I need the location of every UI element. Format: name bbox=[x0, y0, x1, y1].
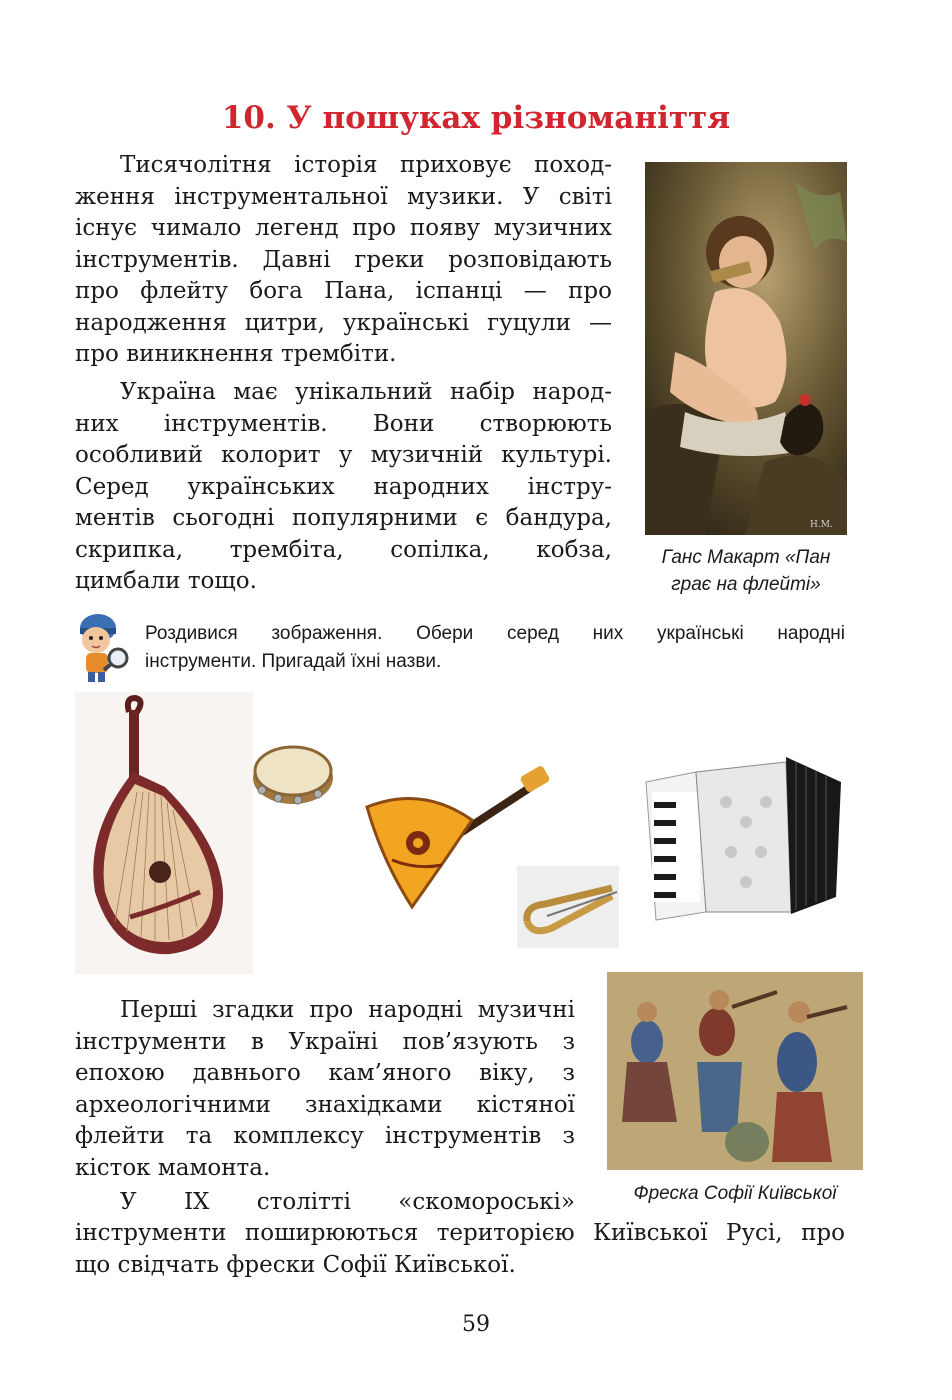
text-line: археологічними знахідками кістяної bbox=[75, 1091, 575, 1118]
paragraph-2 bbox=[75, 377, 612, 598]
text-line: особливий колорит у музичній культурі. bbox=[75, 442, 612, 468]
text-line: існує чимало легенд про появу музичних bbox=[75, 215, 612, 241]
text-line: Україна має унікальний набір народ- bbox=[120, 379, 612, 405]
text-line: Тисячолітня історія приховує поход- bbox=[120, 152, 612, 178]
text-line: них інструментів. Вони створюють bbox=[75, 410, 612, 437]
text-line: ментів сьогодні популярними є бандура, bbox=[75, 505, 612, 531]
caption-line: грає на флейті» bbox=[671, 574, 821, 595]
painting-caption bbox=[632, 544, 860, 598]
text-line: інструменти в Україні пов’язують з bbox=[75, 1028, 575, 1055]
text-line: скрипка, трембіта, сопілка, кобза, bbox=[75, 536, 612, 563]
pan-painting bbox=[645, 162, 847, 535]
text-line: Серед українських народних інстру- bbox=[75, 473, 612, 500]
text-line: флейти та комплексу інструментів з bbox=[75, 1123, 575, 1149]
task-line: Роздивися зображення. Обери серед них українські народні bbox=[145, 623, 845, 644]
text-line: У IX столітті «скоморoські» bbox=[120, 1189, 575, 1215]
paragraph-3 bbox=[75, 995, 575, 1184]
caption-line: Ганс Макарт «Пан bbox=[661, 547, 831, 568]
page-number: 59 bbox=[462, 1312, 490, 1337]
page-title: 10. У пошуках різноманіття bbox=[221, 100, 731, 136]
fresco bbox=[607, 972, 863, 1170]
fresco-caption: Фреска Софії Київської bbox=[633, 1183, 837, 1204]
text-line: про виникнення трембіти. bbox=[75, 341, 397, 367]
text-line: кісток мамонта. bbox=[75, 1154, 271, 1181]
accordion bbox=[636, 742, 844, 922]
jaw-harp bbox=[517, 866, 619, 948]
boy-with-magnifier-icon bbox=[70, 608, 130, 686]
tambourine bbox=[248, 738, 338, 808]
paragraph-4 bbox=[75, 1187, 575, 1219]
paragraph-4-cont bbox=[75, 1218, 845, 1281]
paragraph-1 bbox=[75, 150, 612, 371]
text-line: цимбали тощо. bbox=[75, 568, 257, 594]
text-line: Перші згадки про народні музичні bbox=[120, 997, 575, 1023]
task-instructions bbox=[145, 620, 845, 676]
bandura bbox=[75, 692, 253, 974]
text-line: народження цитри, українські гуцули — bbox=[75, 309, 612, 336]
text-line: інструменти поширюються територією Київської Русі, про bbox=[75, 1220, 845, 1246]
text-line: про флейту бога Пана, іспанці — про bbox=[75, 278, 612, 304]
text-line: що свідчать фрески Софії Київської. bbox=[75, 1251, 516, 1278]
text-line: ження інструментальної музики. У світі bbox=[75, 183, 612, 210]
text-line: епохою давнього кам’яного віку, з bbox=[75, 1060, 575, 1086]
text-line: інструментів. Давні греки розповідають bbox=[75, 246, 612, 273]
svg-text:H.M.: H.M. bbox=[810, 520, 833, 530]
task-line: інструменти. Пригадай їхні назви. bbox=[145, 651, 442, 672]
